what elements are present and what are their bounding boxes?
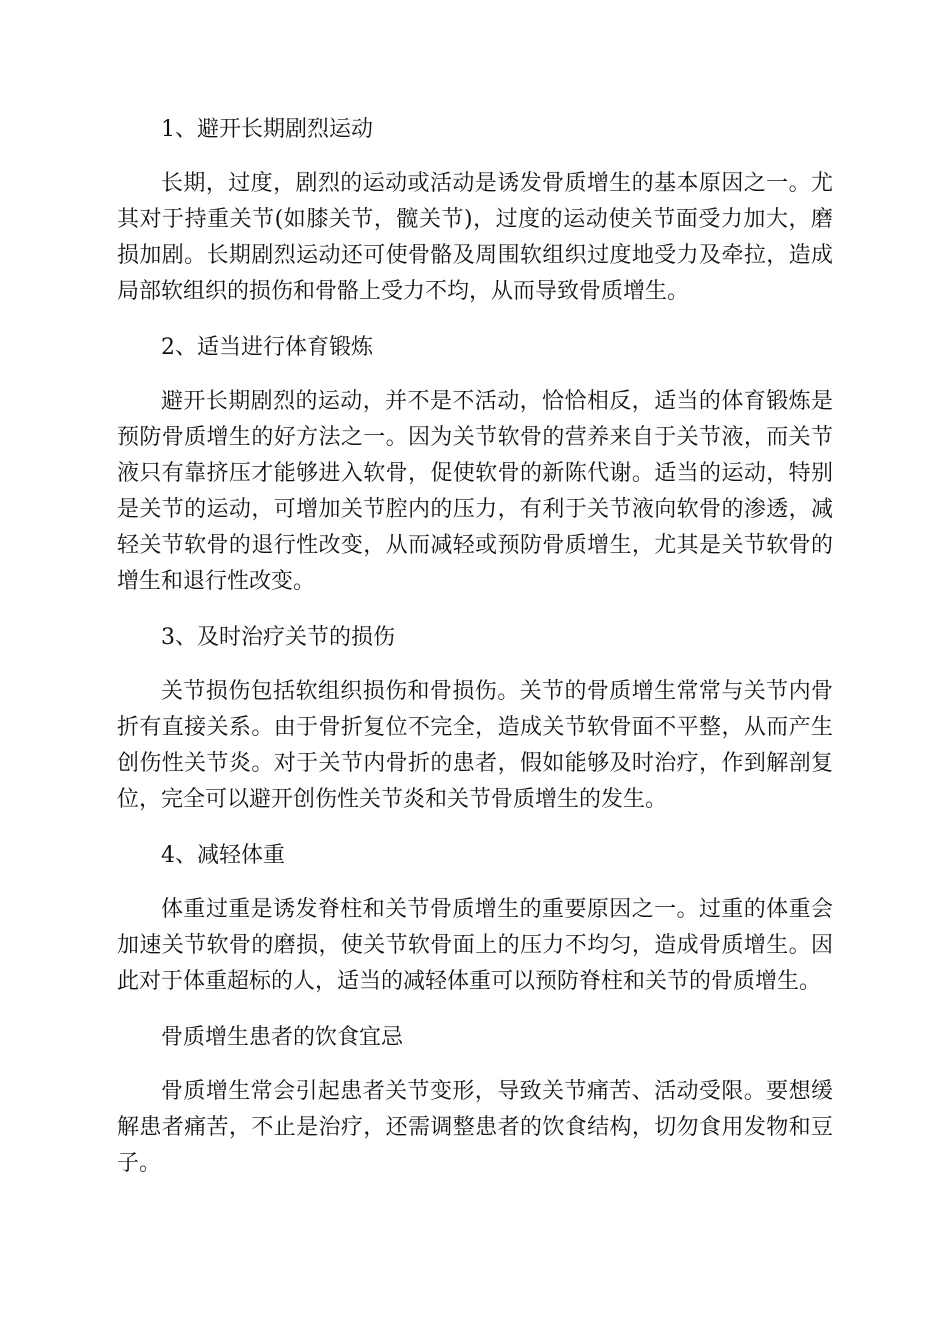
section-heading-4: 4、减轻体重 <box>161 843 285 868</box>
section-paragraph-3: 关节损伤包括软组织损伤和骨损伤。关节的骨质增生常常与关节内骨折有直接关系。由于骨折复位不完全，造成关节软骨面不平整，从而产生创伤性关节炎。对于关节内骨折的患者，假如能够及时治疗，作到解剖复位，完全可以避开创伤性关节炎和关节骨质增生的发生。 <box>117 679 833 812</box>
section-heading-1: 1、避开长期剧烈运动 <box>161 117 373 142</box>
section-paragraph-2: 避开长期剧烈的运动，并不是不活动，恰恰相反，适当的体育锻炼是预防骨质增生的好方法之一。因为关节软骨的营养来自于关节液，而关节液只有靠挤压才能够进入软骨，促使软骨的新陈代谢。适当的运动，特别是关节的运动，可增加关节腔内的压力，有利于关节液向软骨的渗透，减轻关节软骨的退行性改变，从而减轻或预防骨质增生，尤其是关节软骨的增生和退行性改变。 <box>117 389 833 594</box>
section-heading-3: 3、及时治疗关节的损伤 <box>161 625 395 650</box>
section-paragraph-1: 长期，过度，剧烈的运动或活动是诱发骨质增生的基本原因之一。尤其对于持重关节(如膝关节，髋关节)，过度的运动使关节面受力加大，磨损加剧。长期剧烈运动还可使骨骼及周围软组织过度地受力及牵拉，造成局部软组织的损伤和骨骼上受力不均，从而导致骨质增生。 <box>117 171 833 304</box>
section-heading-2: 2、适当进行体育锻炼 <box>161 335 373 360</box>
section-paragraph-4: 体重过重是诱发脊柱和关节骨质增生的重要原因之一。过重的体重会加速关节软骨的磨损，使关节软骨面上的压力不均匀，造成骨质增生。因此对于体重超标的人，适当的减轻体重可以预防脊柱和关节的骨质增生。 <box>117 897 833 994</box>
section-heading-5: 骨质增生患者的饮食宜忌 <box>161 1025 404 1050</box>
document-content <box>117 108 833 1182</box>
section-paragraph-5: 骨质增生常会引起患者关节变形，导致关节痛苦、活动受限。要想缓解患者痛苦，不止是治疗，还需调整患者的饮食结构，切勿食用发物和豆子。 <box>117 1079 833 1176</box>
